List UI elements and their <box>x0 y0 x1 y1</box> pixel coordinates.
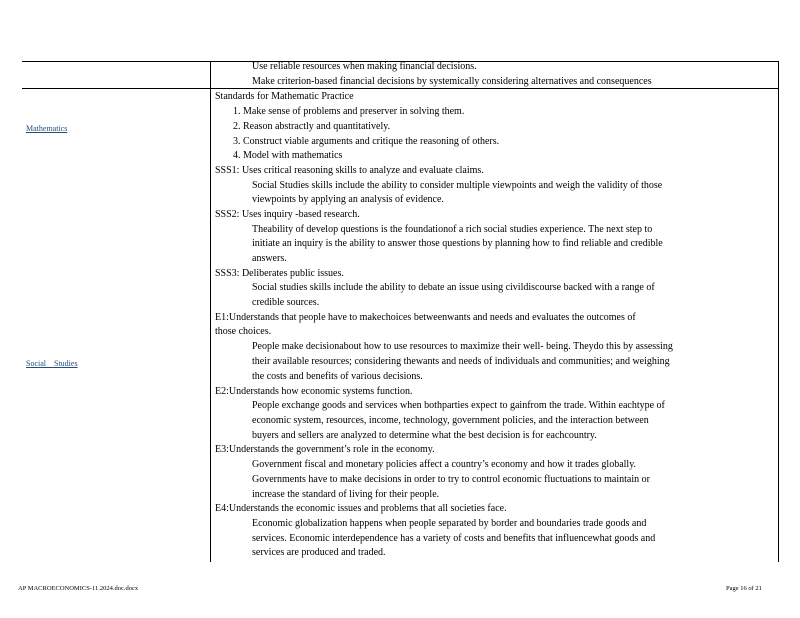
standard-heading: SSS1: Uses critical reasoning skills to analyze and evaluate claims. <box>215 165 484 176</box>
standard-heading: E3:Understands the government’s role in the economy. <box>215 444 435 455</box>
bullet-text: Theability of develop questions is the foundationof a rich social studies experience. The next step to <box>252 224 653 235</box>
list-item: 4. Model with mathematics <box>233 150 343 161</box>
bullet-text: Use reliable resources when making financial decisions. <box>252 61 477 72</box>
list-item: 2. Reason abstractly and quantitatively. <box>233 121 391 132</box>
column-divider <box>210 89 211 562</box>
bullet-text: Make criterion-based financial decisions by systemically considering alternatives and consequences <box>252 76 652 87</box>
standard-heading: E4:Understands the economic issues and problems that all societies face. <box>215 503 507 514</box>
bullet-text: increase the standard of living for their people. <box>252 489 440 500</box>
bullet-text: Social Studies skills include the ability to consider multiple viewpoints and weigh the validity of those <box>252 180 663 191</box>
subject-mathematics: Mathematics <box>26 124 68 133</box>
bullet-text: viewpoints by applying an analysis of evidence. <box>252 194 444 205</box>
bullet-text: Government fiscal and monetary policies affect a country’s economy and how it trades globally. <box>252 459 637 470</box>
bullet-text: buyers and sellers are analyzed to determine what the best decision is for eachcountry. <box>252 430 597 441</box>
footer-filename: AP MACROECONOMICS-11.2024.doc.docx <box>18 585 139 592</box>
bullet-text: economic system, resources, income, technology, government policies, and the interaction between <box>252 415 649 426</box>
column-divider <box>210 62 211 88</box>
bullet-text: People exchange goods and services when bothparties expect to gainfrom the trade. Within eachtype of <box>252 400 665 411</box>
bullet-text: the costs and benefits of various decisions. <box>252 371 423 382</box>
standards-table <box>22 61 779 562</box>
bullet-text: initiate an inquiry is the ability to answer those questions by planning how to find reliable and credible <box>252 238 663 249</box>
list-item: 3. Construct viable arguments and critique the reasoning of others. <box>233 136 500 147</box>
standard-heading: SSS2: Uses inquiry -based research. <box>215 209 360 220</box>
standards-heading: Standards for Mathematic Practice <box>215 91 354 102</box>
standard-heading: E2:Understands how economic systems function. <box>215 386 413 397</box>
bullet-text: Social studies skills include the ability to debate an issue using civildiscourse backed with a range of <box>252 282 655 293</box>
bullet-text: People make decisionabout how to use resources to maximize their well- being. Theydo this by assessing <box>252 341 673 352</box>
bullet-text: their available resources; considering thewants and needs of individuals and communities; and weighing <box>252 356 670 367</box>
bullet-text: Economic globalization happens when people separated by border and boundaries trade goods and <box>252 518 647 529</box>
bullet-text: Governments have to make decisions in order to try to control economic fluctuations to maintain or <box>252 474 650 485</box>
table-row <box>22 62 778 89</box>
bullet-text: answers. <box>252 253 287 264</box>
standard-heading-cont: those choices. <box>215 326 272 337</box>
list-item: 1. Make sense of problems and preserver in solving them. <box>233 106 465 117</box>
table-row <box>22 89 778 562</box>
standard-heading: SSS3: Deliberates public issues. <box>215 268 344 279</box>
bullet-text: services. Economic interdependence has a variety of costs and benefits that influencewhat goods and <box>252 533 656 544</box>
bullet-text: credible sources. <box>252 297 320 308</box>
subject-social-studies: Social Studies <box>26 359 78 368</box>
bullet-text: services are produced and traded. <box>252 547 386 558</box>
standard-heading: E1:Understands that people have to makechoices betweenwants and needs and evaluates the outcomes of <box>215 312 636 323</box>
footer-page-number: Page 16 of 21 <box>726 585 762 592</box>
